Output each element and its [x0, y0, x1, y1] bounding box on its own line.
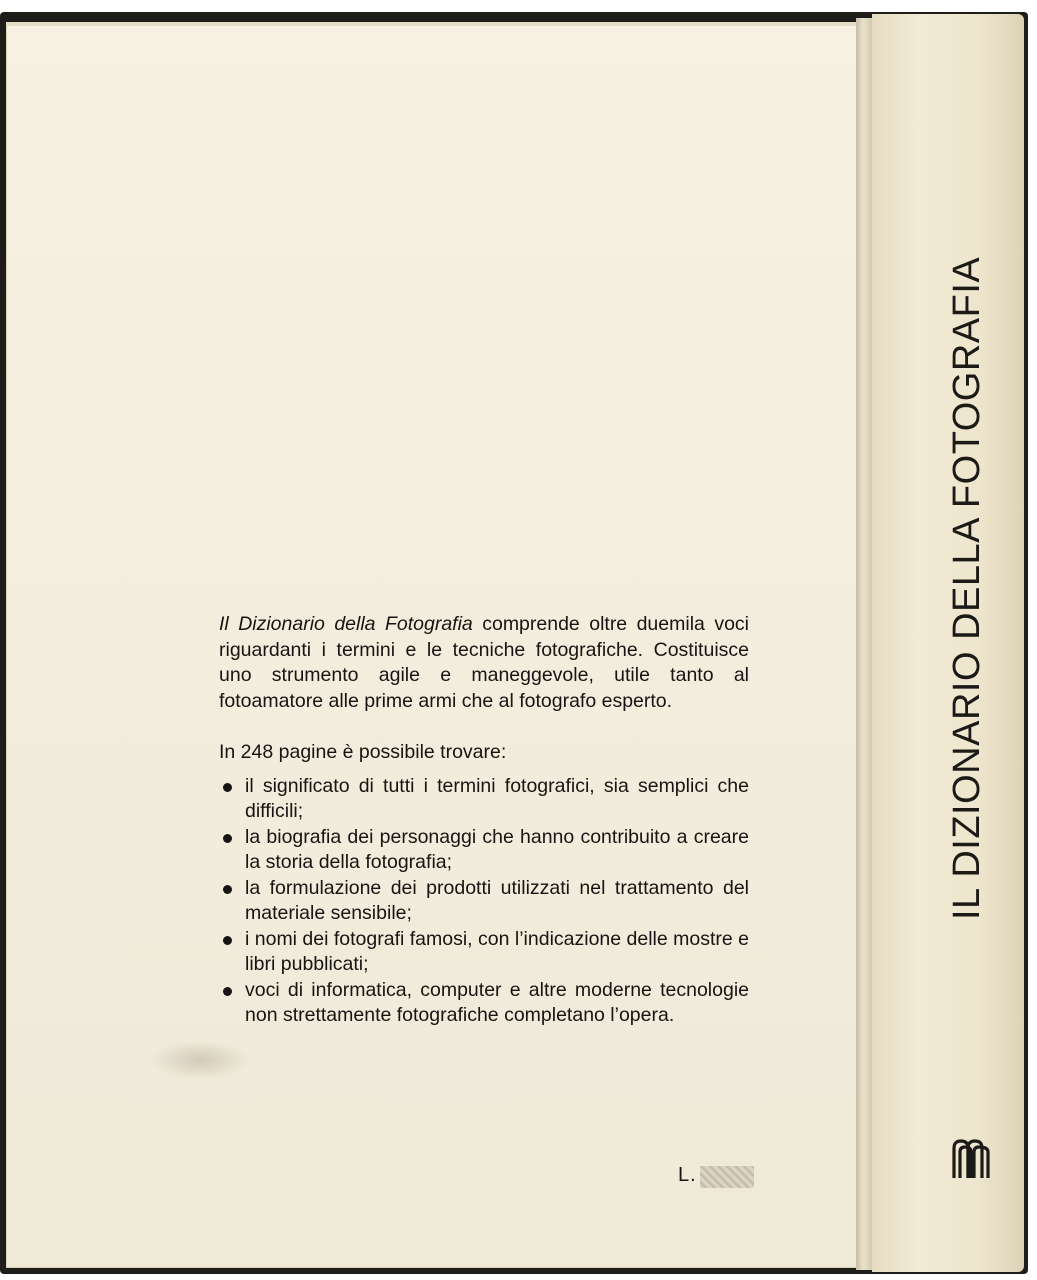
bullet-dot-icon [223, 987, 232, 996]
price-label: L. [678, 1164, 697, 1186]
list-item-text: la formulazione dei prodotti utilizzati nel trattamento del materiale sensibile; [245, 876, 749, 924]
list-item-text: la biografia dei personaggi che hanno contribuito a creare la storia della fotografia; [245, 825, 749, 873]
cover-scuff-mark [150, 1040, 250, 1080]
price-sticker-obscured [700, 1166, 754, 1188]
intro-text: comprende oltre duemila voci riguardanti i termini e le tecniche fotografiche. Costituisce uno strumento agile e maneggevole, utile tanto al fotoamatore alle prime armi che al fotografo esperto. [219, 613, 749, 712]
bullet-dot-icon [223, 783, 232, 792]
book-title-italic: Il Dizionario della Fotografia [219, 613, 473, 635]
list-item [219, 825, 749, 876]
bullet-dot-icon [223, 936, 232, 945]
back-cover-blurb [219, 612, 749, 1029]
list-item [219, 876, 749, 927]
back-cover-top-edge [6, 22, 858, 26]
feature-list [219, 774, 749, 1029]
list-item-text: voci di informatica, computer e altre moderne tecnologie non strettamente fotografiche completano l’opera. [245, 978, 749, 1026]
list-intro: In 248 pagine è possibile trovare: [219, 741, 507, 763]
spine-title: IL DIZIONARIO DELLA FOTOGRAFIA [946, 256, 988, 920]
list-item-text: i nomi dei fotografi famosi, con l’indicazione delle mostre e libri pubblicati; [245, 927, 750, 975]
publisher-monogram-icon [951, 1138, 991, 1180]
spine-hinge [856, 18, 872, 1270]
list-item-text: il significato di tutti i termini fotografici, sia semplici che difficili; [245, 774, 749, 822]
intro-paragraph [219, 612, 749, 714]
list-item [219, 774, 749, 825]
bullet-dot-icon [223, 834, 232, 843]
bullet-dot-icon [223, 885, 232, 894]
list-item [219, 978, 749, 1029]
list-item [219, 927, 749, 978]
